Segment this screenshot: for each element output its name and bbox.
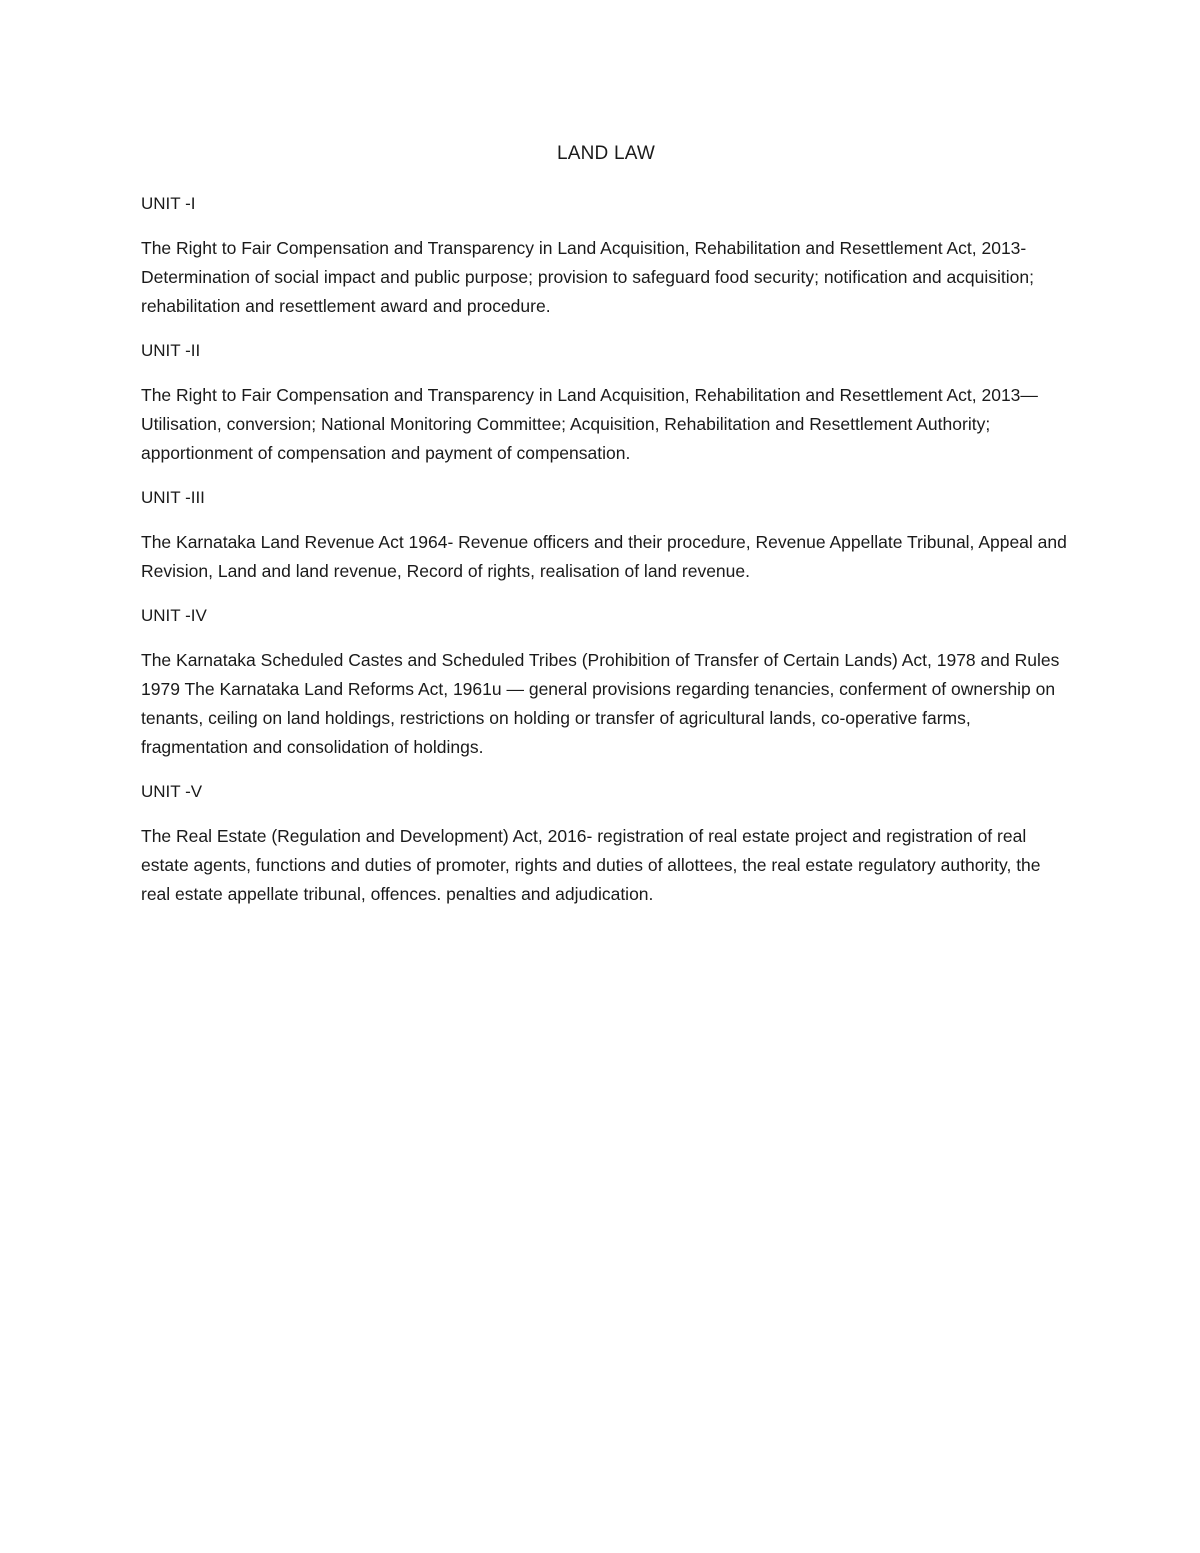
unit-4-section xyxy=(141,602,1071,762)
unit-1-heading: UNIT -I xyxy=(141,194,196,213)
unit-5-body: The Real Estate (Regulation and Development) Act, 2016- registration of real estate project and registration of real estate agents, functions and duties of promoter, rights and duties of allottees, the real estate regulatory authority, the real estate appellate tribunal, offences. penalties and adjudication. xyxy=(141,826,1041,904)
unit-3-heading: UNIT -III xyxy=(141,488,205,507)
unit-1-body: The Right to Fair Compensation and Transparency in Land Acquisition, Rehabilitation and Resettlement Act, 2013- Determination of social impact and public purpose; provision to safeguard food security; notification and acquisition; rehabilitation and resettlement award and procedure. xyxy=(141,238,1035,316)
unit-2-section xyxy=(141,337,1071,468)
document-content xyxy=(141,140,1071,925)
unit-1-section xyxy=(141,190,1071,321)
unit-3-body: The Karnataka Land Revenue Act 1964- Revenue officers and their procedure, Revenue Appellate Tribunal, Appeal and Revision, Land and land revenue, Record of rights, realisation of land revenue. xyxy=(141,532,1067,581)
unit-2-heading: UNIT -II xyxy=(141,341,201,360)
unit-4-heading: UNIT -IV xyxy=(141,606,207,625)
unit-5-section xyxy=(141,778,1071,909)
unit-3-section xyxy=(141,484,1071,586)
unit-5-heading: UNIT -V xyxy=(141,782,203,801)
unit-4-body: The Karnataka Scheduled Castes and Scheduled Tribes (Prohibition of Transfer of Certain Lands) Act, 1978 and Rules 1979 The Karnataka Land Reforms Act, 1961u — general provisions regarding tenancies, conferment of ownership on tenants, ceiling on land holdings, restrictions on holding or transfer of agricultural lands, co-operative farms, fragmentation and consolidation of holdings. xyxy=(141,650,1060,757)
document-title: LAND LAW xyxy=(556,143,656,164)
unit-2-body: The Right to Fair Compensation and Transparency in Land Acquisition, Rehabilitation and Resettlement Act, 2013—Utilisation, conversion; National Monitoring Committee; Acquisition, Rehabilitation and Resettlement Authority; apportionment of compensation and payment of compensation. xyxy=(141,385,1038,463)
